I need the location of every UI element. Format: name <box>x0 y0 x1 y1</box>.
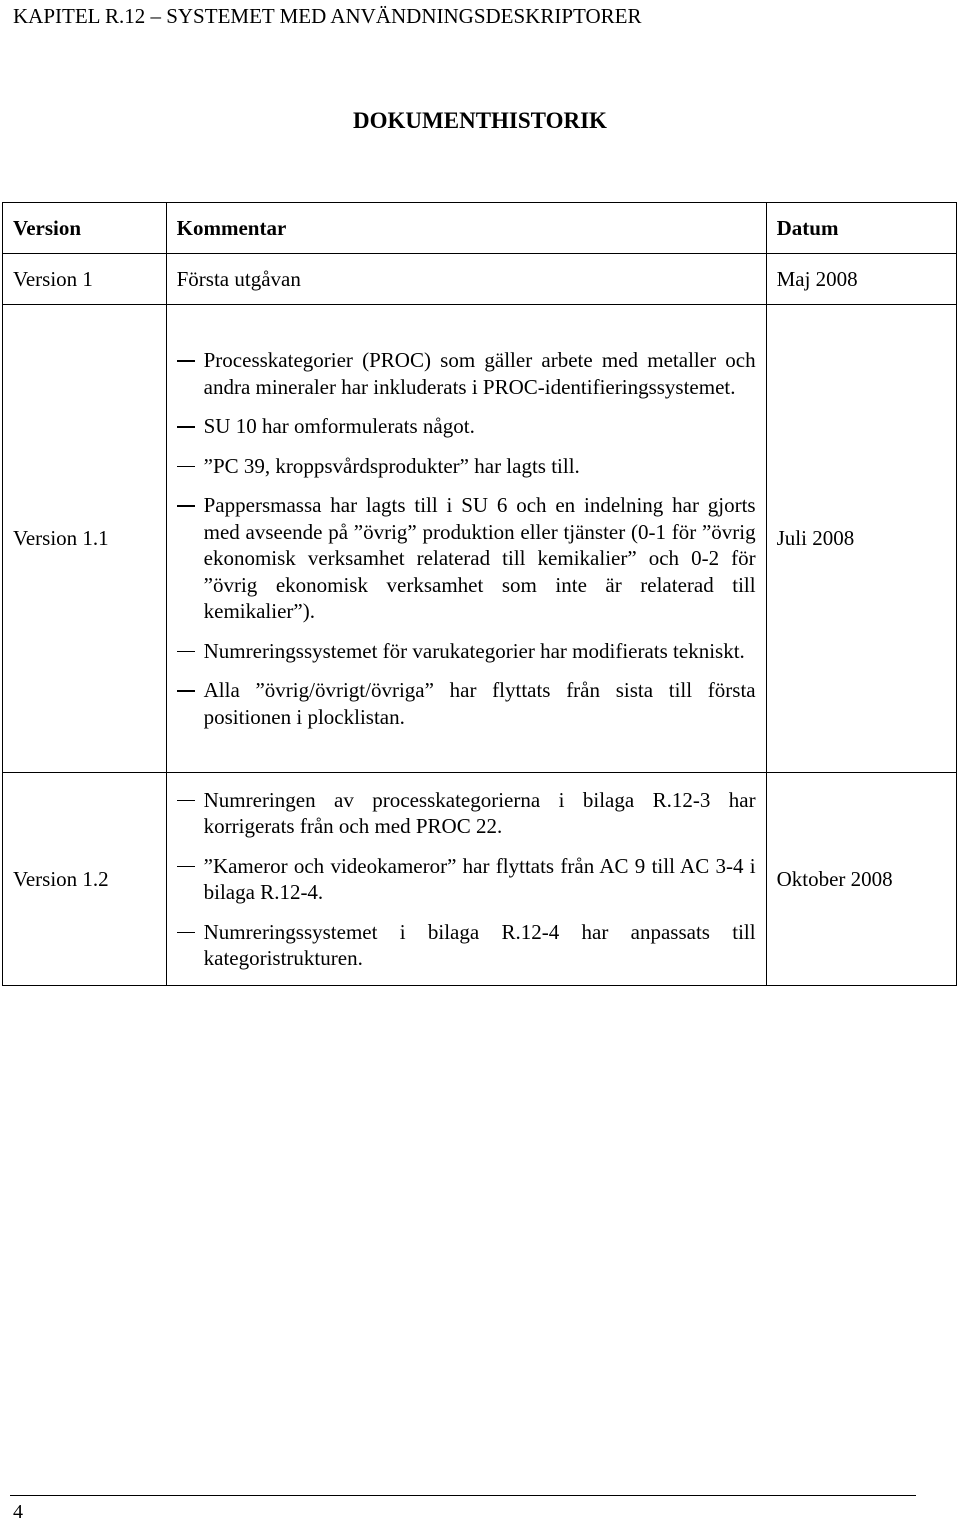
comment-cell: Första utgåvan <box>166 254 766 305</box>
version-cell: Version 1.2 <box>3 773 167 986</box>
version-cell: Version 1.1 <box>3 305 167 773</box>
change-item: ”PC 39, kroppsvårdsprodukter” har lagts till. <box>177 453 756 480</box>
document-history-title: DOKUMENTHISTORIK <box>353 108 607 133</box>
change-item: Numreringen av processkategorierna i bilaga R.12-3 har korrigerats från och med PROC 22. <box>177 787 756 840</box>
comment-cell <box>166 305 766 773</box>
column-header-date: Datum <box>766 203 956 254</box>
table-row <box>3 254 957 305</box>
date-cell: Juli 2008 <box>766 305 956 773</box>
column-header-comment: Kommentar <box>166 203 766 254</box>
change-item: SU 10 har omformulerats något. <box>177 413 756 440</box>
date-cell: Oktober 2008 <box>766 773 956 986</box>
table-header-row <box>3 203 957 254</box>
change-list <box>177 787 756 972</box>
chapter-header: KAPITEL R.12 – SYSTEMET MED ANVÄNDNINGSDESKRIPTORER <box>13 4 642 28</box>
change-item: Processkategorier (PROC) som gäller arbete med metaller och andra mineraler har inkluderats i PROC-identifieringssystemet. <box>177 347 756 400</box>
page-number: 4 <box>13 1501 23 1523</box>
date-cell: Maj 2008 <box>766 254 956 305</box>
change-item: Pappersmassa har lagts till i SU 6 och en indelning har gjorts med avseende på ”övrig” produktion eller tjänster (0-1 för ”övrig ekonomisk verksamhet relaterad till kemikalier” och 0-2 för ”övrig ekonomisk verksamhet som inte är relaterad till kemikalier”). <box>177 492 756 625</box>
change-item: Alla ”övrig/övrigt/övriga” har flyttats från sista till första positionen i plocklistan. <box>177 677 756 730</box>
table-row <box>3 773 957 986</box>
footer-divider <box>10 1495 916 1496</box>
version-cell: Version 1 <box>3 254 167 305</box>
change-item: Numreringssystemet i bilaga R.12-4 har anpassats till kategoristrukturen. <box>177 919 756 972</box>
table-row <box>3 305 957 773</box>
column-header-version: Version <box>3 203 167 254</box>
document-history-table <box>2 202 957 986</box>
change-item: Numreringssystemet för varukategorier har modifierats tekniskt. <box>177 638 756 665</box>
change-item: ”Kameror och videokameror” har flyttats från AC 9 till AC 3-4 i bilaga R.12-4. <box>177 853 756 906</box>
change-list <box>177 347 756 730</box>
comment-cell <box>166 773 766 986</box>
